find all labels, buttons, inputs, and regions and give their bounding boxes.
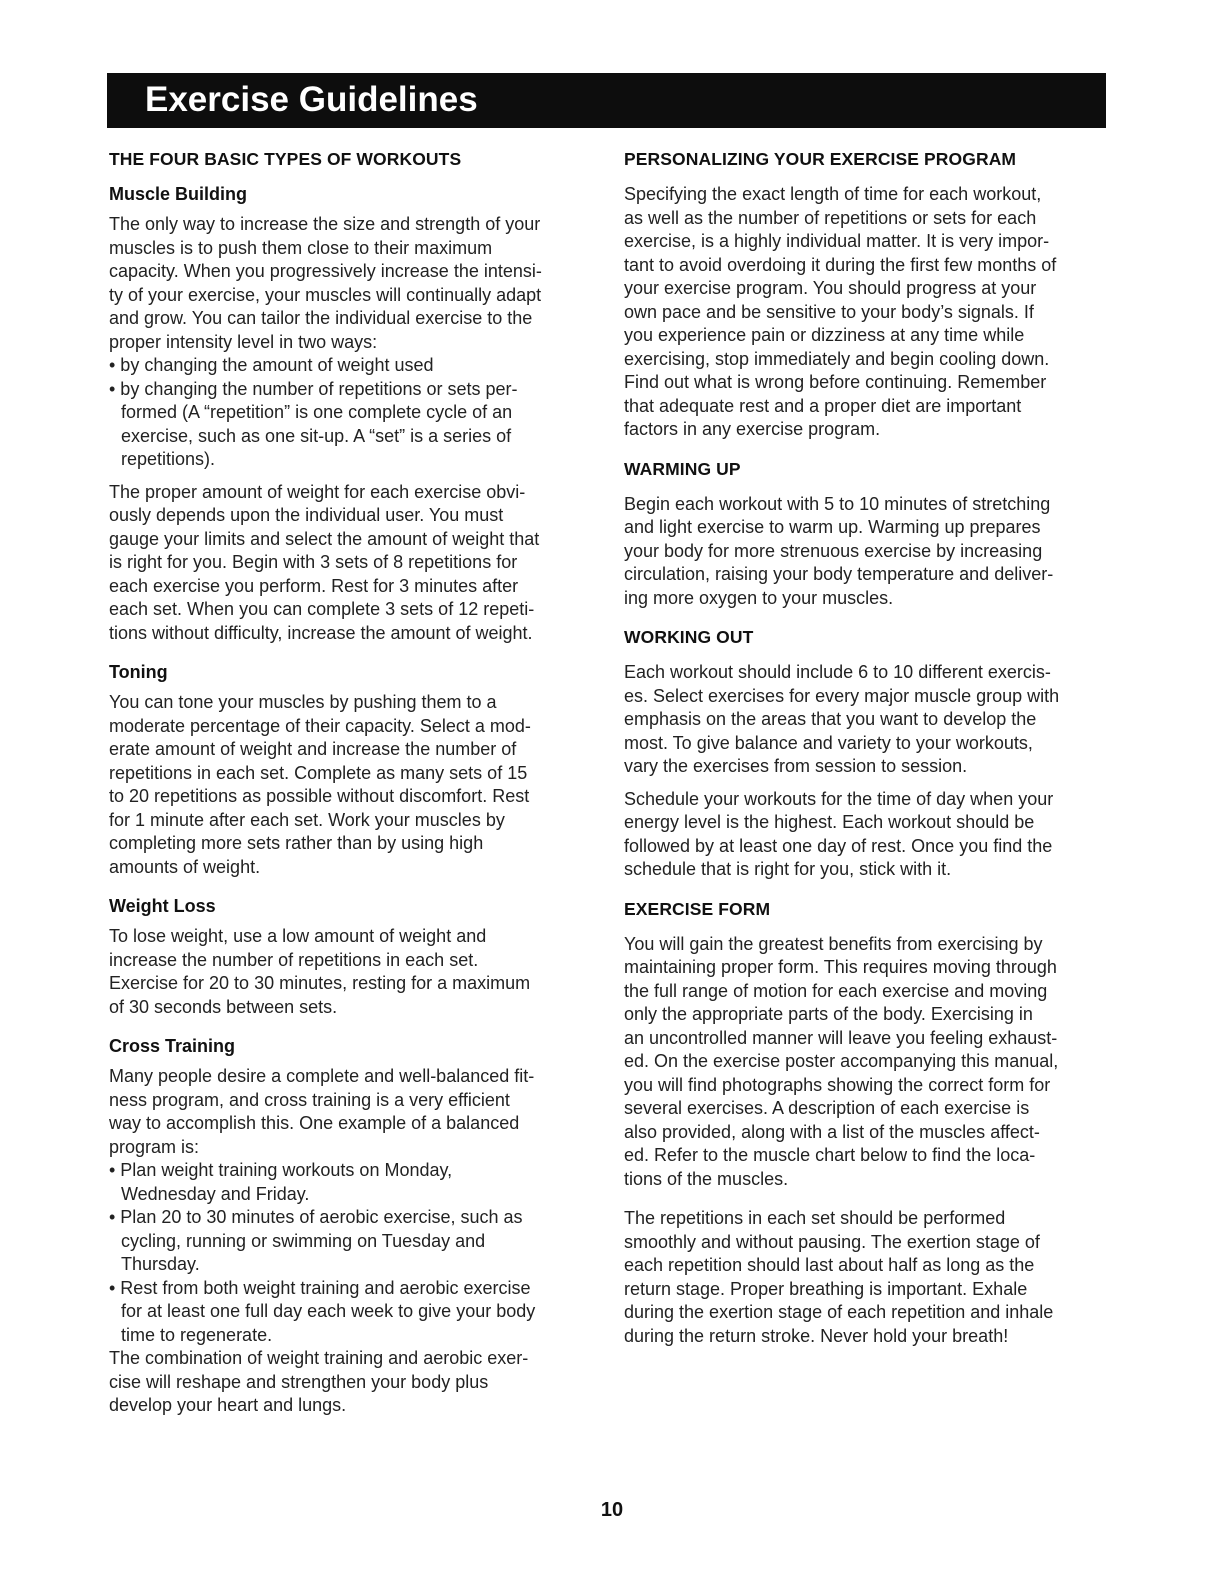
text-line: tions of the muscles.: [624, 1168, 789, 1189]
section-heading-workout-types: THE FOUR BASIC TYPES OF WORKOUTS: [109, 149, 462, 169]
title-bar: [107, 73, 1106, 128]
cross-training-paragraph: [109, 1065, 591, 1418]
text-line: of 30 seconds between sets.: [109, 996, 338, 1017]
text-line: you experience pain or dizziness at any time while: [624, 325, 1025, 345]
text-line: ty of your exercise, your muscles will continually adapt: [109, 284, 542, 305]
text-line: to 20 repetitions as possible without discomfort. Rest: [109, 786, 530, 806]
text-line: cise will reshape and strengthen your body plus: [109, 1371, 489, 1392]
text-line: muscles is to push them close to their maximum: [109, 237, 493, 258]
text-line: exercise, is a highly individual matter. It is very impor-: [624, 231, 1050, 251]
text-line: followed by at least one day of rest. Once you find the: [624, 835, 1053, 856]
text-line: several exercises. A description of each exercise is: [624, 1098, 1030, 1118]
text-line: return stage. Proper breathing is important. Exhale: [624, 1278, 1028, 1299]
text-line: Exercise for 20 to 30 minutes, resting for a maximum: [109, 973, 531, 993]
text-line: The only way to increase the size and strength of your: [109, 214, 541, 234]
text-line: The combination of weight training and aerobic exer-: [109, 1348, 529, 1368]
bullet-item: • by changing the number of repetitions or sets per-: [109, 378, 518, 399]
text-line: Specifying the exact length of time for each workout,: [624, 184, 1042, 204]
text-line: maintaining proper form. This requires moving through: [624, 957, 1057, 977]
text-line: The proper amount of weight for each exercise obvi-: [109, 481, 526, 502]
text-line: To lose weight, use a low amount of weight and: [109, 926, 487, 946]
text-line: Many people desire a complete and well-balanced fit-: [109, 1066, 535, 1086]
text-line: ed. Refer to the muscle chart below to find the loca-: [624, 1145, 1036, 1165]
subheading-toning: Toning: [109, 662, 168, 682]
working-out-paragraph-1: [624, 661, 1108, 779]
text-line: energy level is the highest. Each workout should be: [624, 812, 1035, 832]
text-line: your body for more strenuous exercise by increasing: [624, 540, 1043, 561]
text-line: the full range of motion for each exercise and moving: [624, 980, 1048, 1001]
page-number: 10: [600, 1499, 624, 1521]
section-heading-working-out: WORKING OUT: [624, 627, 754, 647]
text-line: is right for you. Begin with 3 sets of 8 repetitions for: [109, 552, 518, 572]
text-line: ously depends upon the individual user. You must: [109, 505, 504, 525]
bullet-continuation: exercise, such as one sit-up. A “set” is a series of: [121, 425, 512, 446]
text-line: for 1 minute after each set. Work your muscles by: [109, 809, 505, 830]
text-line: es. Select exercises for every major muscle group with: [624, 685, 1060, 706]
text-line: You will gain the greatest benefits from exercising by: [624, 933, 1043, 954]
text-line: moderate percentage of their capacity. Select a mod-: [109, 715, 531, 736]
text-line: each repetition should last about half as long as the: [624, 1255, 1035, 1275]
text-line: and grow. You can tailor the individual exercise to the: [109, 308, 533, 328]
text-line: emphasis on the areas that you want to develop the: [624, 709, 1037, 729]
section-heading-exercise-form: EXERCISE FORM: [624, 898, 771, 919]
text-line: your exercise program. You should progress at your: [624, 278, 1037, 298]
section-heading-personalizing: PERSONALIZING YOUR EXERCISE PROGRAM: [624, 149, 1017, 169]
muscle-building-paragraph-1: [109, 213, 591, 472]
text-line: gauge your limits and select the amount of weight that: [109, 528, 540, 549]
text-line: erate amount of weight and increase the number of: [109, 739, 517, 759]
bullet-continuation: for at least one full day each week to give your body: [121, 1301, 536, 1321]
text-line: and light exercise to warm up. Warming up prepares: [624, 517, 1041, 537]
text-line: each set. When you can complete 3 sets of 12 repeti-: [109, 599, 535, 619]
text-line: ed. On the exercise poster accompanying this manual,: [624, 1051, 1059, 1071]
text-line: you will find photographs showing the correct form for: [624, 1074, 1051, 1095]
exercise-form-paragraph-2: [624, 1207, 1108, 1348]
bullet-continuation: formed (A “repetition” is one complete cycle of an: [121, 402, 513, 422]
text-line: factors in any exercise program.: [624, 419, 881, 439]
text-line: Begin each workout with 5 to 10 minutes of stretching: [624, 493, 1051, 514]
text-line: each exercise you perform. Rest for 3 minutes after: [109, 575, 519, 596]
text-line: only the appropriate parts of the body. Exercising in: [624, 1004, 1033, 1024]
subheading-muscle-building: Muscle Building: [109, 184, 248, 204]
text-line: as well as the number of repetitions or sets for each: [624, 207, 1037, 228]
text-line: during the exertion stage of each repetition and inhale: [624, 1302, 1054, 1322]
warming-up-paragraph: [624, 493, 1108, 611]
left-column: [109, 148, 591, 1418]
page-title: Exercise Guidelines: [145, 80, 478, 119]
text-line: circulation, raising your body temperature and deliver-: [624, 564, 1054, 584]
text-line: tions without difficulty, increase the amount of weight.: [109, 622, 533, 643]
text-line: Each workout should include 6 to 10 different exercis-: [624, 662, 1051, 682]
text-line: ness program, and cross training is a very efficient: [109, 1089, 510, 1110]
working-out-paragraph-2: [624, 788, 1108, 882]
text-line: repetitions in each set. Complete as many sets of 15: [109, 762, 528, 783]
text-line: own pace and be sensitive to your body’s signals. If: [624, 301, 1034, 322]
bullet-continuation: Thursday.: [121, 1254, 200, 1274]
text-line: tant to avoid overdoing it during the first few months of: [624, 254, 1057, 275]
muscle-building-paragraph-2: [109, 481, 591, 646]
text-line: most. To give balance and variety to your workouts,: [624, 732, 1033, 753]
text-line: also provided, along with a list of the muscles affect-: [624, 1121, 1040, 1142]
right-column: [624, 148, 1108, 1348]
text-line: smoothly and without pausing. The exertion stage of: [624, 1231, 1040, 1252]
text-line: You can tone your muscles by pushing them to a: [109, 692, 497, 712]
text-line: program is:: [109, 1136, 200, 1157]
toning-paragraph: [109, 691, 591, 879]
bullet-item: • Plan 20 to 30 minutes of aerobic exercise, such as: [109, 1207, 523, 1227]
text-line: vary the exercises from session to session.: [624, 756, 968, 776]
subheading-weight-loss: Weight Loss: [109, 896, 216, 916]
text-line: increase the number of repetitions in each set.: [109, 949, 479, 970]
text-line: The repetitions in each set should be performed: [624, 1208, 1006, 1228]
text-line: Find out what is wrong before continuing. Remember: [624, 372, 1047, 392]
exercise-form-paragraph-1: [624, 933, 1108, 1192]
subheading-cross-training: Cross Training: [109, 1036, 236, 1056]
text-line: an uncontrolled manner will leave you feeling exhaust-: [624, 1027, 1058, 1048]
bullet-item: • Plan weight training workouts on Monday,: [109, 1160, 453, 1180]
text-line: way to accomplish this. One example of a balanced: [109, 1113, 520, 1133]
weight-loss-paragraph: [109, 925, 591, 1019]
text-line: Schedule your workouts for the time of day when your: [624, 788, 1054, 809]
text-line: ing more oxygen to your muscles.: [624, 587, 894, 608]
section-heading-warming-up: WARMING UP: [624, 458, 741, 479]
bullet-continuation: Wednesday and Friday.: [121, 1183, 310, 1204]
text-line: during the return stroke. Never hold your breath!: [624, 1325, 1009, 1346]
bullet-continuation: cycling, running or swimming on Tuesday and: [121, 1230, 486, 1251]
text-line: that adequate rest and a proper diet are important: [624, 395, 1022, 416]
text-line: amounts of weight.: [109, 856, 261, 877]
bullet-item: • by changing the amount of weight used: [109, 355, 434, 375]
text-line: develop your heart and lungs.: [109, 1395, 347, 1415]
text-line: exercising, stop immediately and begin cooling down.: [624, 348, 1050, 369]
text-line: completing more sets rather than by using high: [109, 833, 484, 853]
bullet-continuation: time to regenerate.: [121, 1324, 273, 1345]
bullet-item: • Rest from both weight training and aerobic exercise: [109, 1277, 531, 1298]
bullet-continuation: repetitions).: [121, 449, 216, 469]
text-line: proper intensity level in two ways:: [109, 331, 378, 352]
text-line: capacity. When you progressively increase the intensi-: [109, 261, 542, 281]
personalizing-paragraph: [624, 183, 1108, 442]
text-line: schedule that is right for you, stick with it.: [624, 859, 952, 879]
